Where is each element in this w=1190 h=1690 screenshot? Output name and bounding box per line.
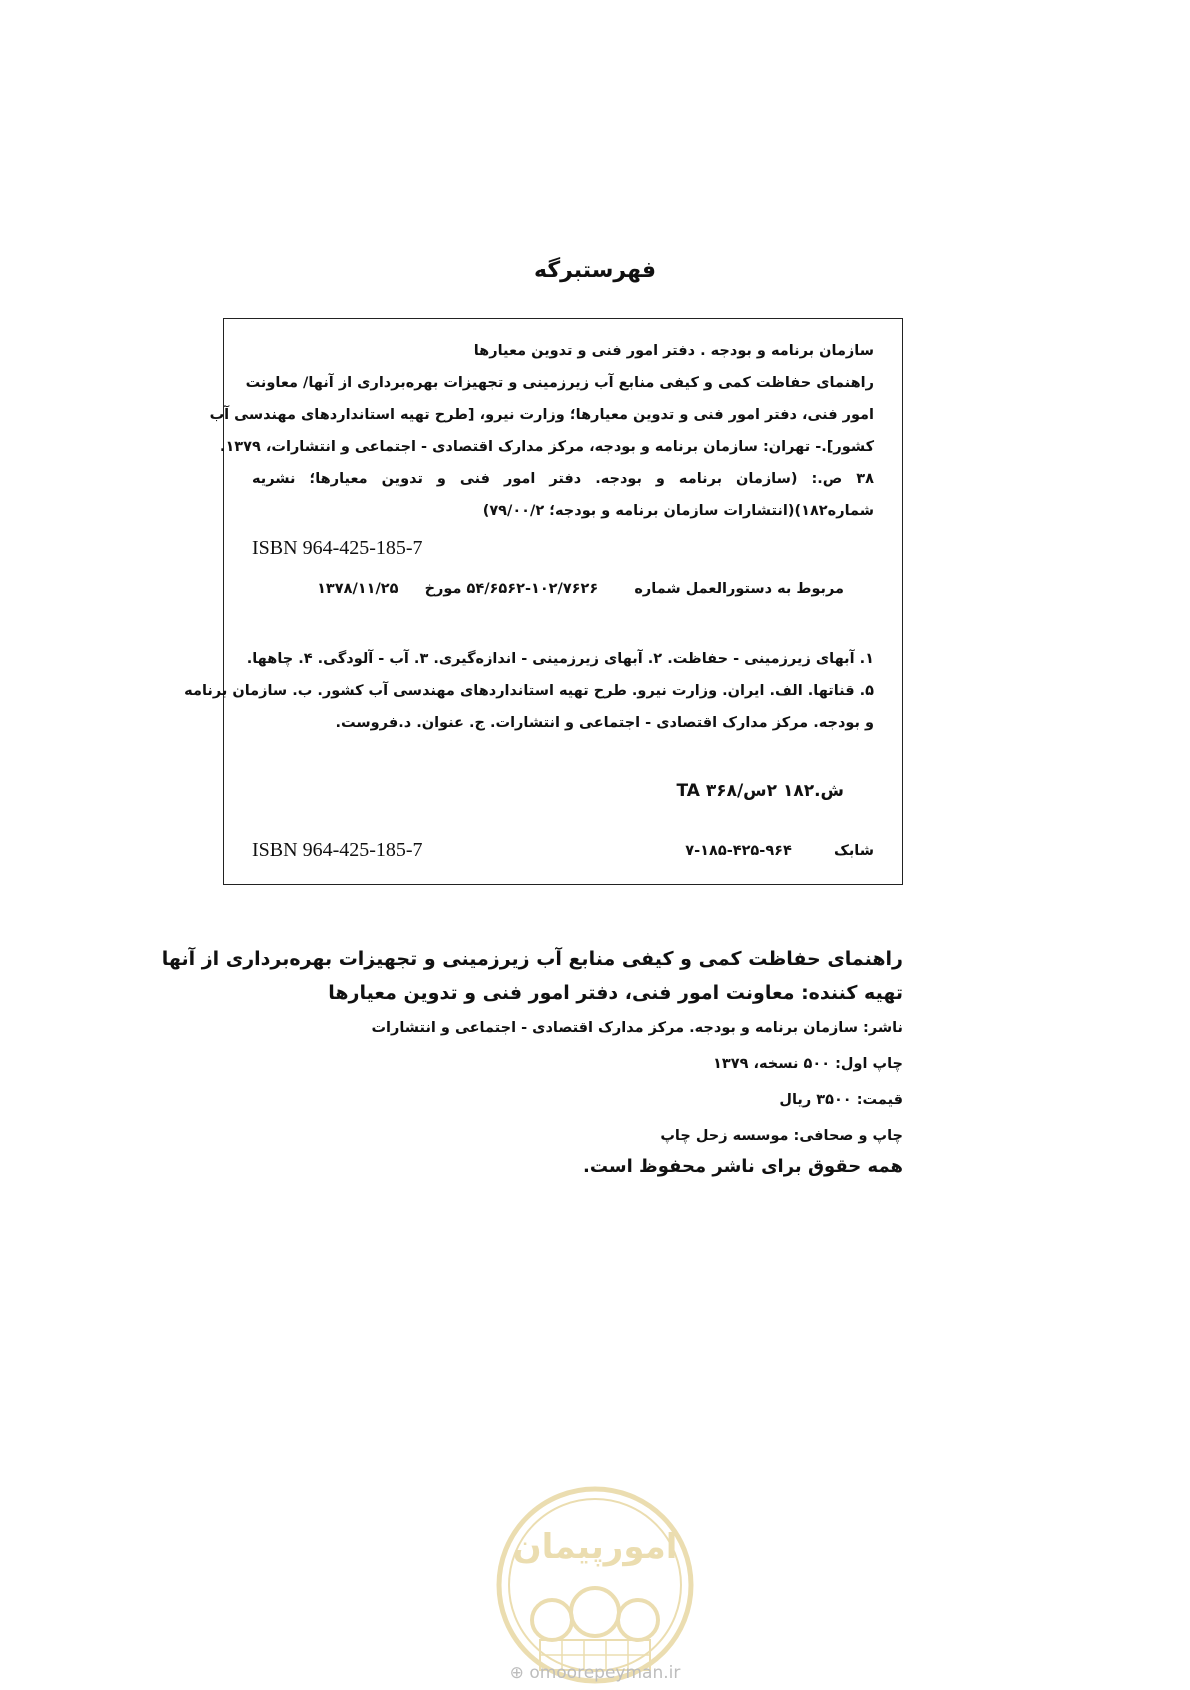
catalog-subjects-1: ۱. آبهای زیرزمینی - حفاظت. ۲. آبهای زیرزمینی - اندازه‌گیری. ۳. آب - آلودگی. ۴. چاهها. [246,651,874,667]
book-edition: چاپ اول: ۵۰۰ نسخه، ۱۳۷۹ [713,1056,903,1072]
reference-label: مربوط به دستورالعمل شماره [634,581,844,597]
book-rights: همه حقوق برای ناشر محفوظ است. [583,1156,903,1177]
book-price: قیمت: ۳۵۰۰ ریال [779,1092,903,1108]
watermark-url [0,1663,1190,1683]
catalog-line-3: امور فنی، دفتر امور فنی و تدوین معیارها؛ وزارت نیرو، [طرح تهیه استانداردهای مهندسی آب [209,407,874,423]
book-info [161,0,903,1684]
logo-text: امورپیمان [512,1527,678,1567]
shabak-label: شابک [834,843,874,859]
catalog-subjects-2: ۵. قناتها. الف. ایران. وزارت نیرو. طرح تهیه استانداردهای مهندسی آب کشور. ب. سازمان برنامه [184,683,874,699]
shabak-number: ۹۶۴-۴۲۵-۱۸۵-۷ [685,843,792,859]
globe-icon: ⊕ [509,1663,524,1683]
catalog-line-4: کشور].- تهران: سازمان برنامه و بودجه، مرکز مدارک اقتصادی - اجتماعی و انتشارات، ۱۳۷۹. [219,439,874,455]
catalog-line-6: شماره۱۸۲)(انتشارات سازمان برنامه و بودجه؛ ۷۹/۰۰/۲) [482,503,874,519]
seal-logo-icon [490,1480,700,1690]
book-publisher: ناشر: سازمان برنامه و بودجه. مرکز مدارک اقتصادی - اجتماعی و انتشارات [371,1020,903,1036]
footer-isbn: ISBN 964-425-185-7 [252,839,423,861]
book-preparer: تهیه کننده: معاونت امور فنی، دفتر امور فنی و تدوین معیارها [328,982,903,1004]
catalog-line-5: ۳۸ ص.: (سازمان برنامه و بودجه. دفتر امور فنی و تدوین معیارها؛ نشریه [252,471,874,487]
reference-number: ۱۰۲/۷۶۲۶-۵۴/۶۵۶۲ [466,581,599,597]
url-text: omoorepeyman.ir [529,1663,681,1683]
catalog-line-1: سازمان برنامه و بودجه . دفتر امور فنی و تدوین معیارها [473,343,874,359]
book-title: راهنمای حفاظت کمی و کیفی منابع آب زیرزمینی و تجهیزات بهره‌برداری از آنها [161,948,903,970]
page-title: فهرستبرگه [533,258,657,283]
catalog-classification: ش.۱۸۲ ۲س/۳۶۸ TA [676,781,844,801]
catalog-line-2: راهنمای حفاظت کمی و کیفی منابع آب زیرزمینی و تجهیزات بهره‌برداری از آنها/ معاونت [245,375,874,391]
book-printing: چاپ و صحافی: موسسه زحل چاپ [660,1128,903,1144]
catalog-subjects-3: و بودجه. مرکز مدارک اقتصادی - اجتماعی و انتشارات. ج. عنوان. د.فروست. [335,715,874,731]
reference-date: ۱۳۷۸/۱۱/۲۵ [317,581,399,597]
reference-date-label: مورخ [424,581,462,597]
catalog-isbn: ISBN 964-425-185-7 [252,537,423,559]
